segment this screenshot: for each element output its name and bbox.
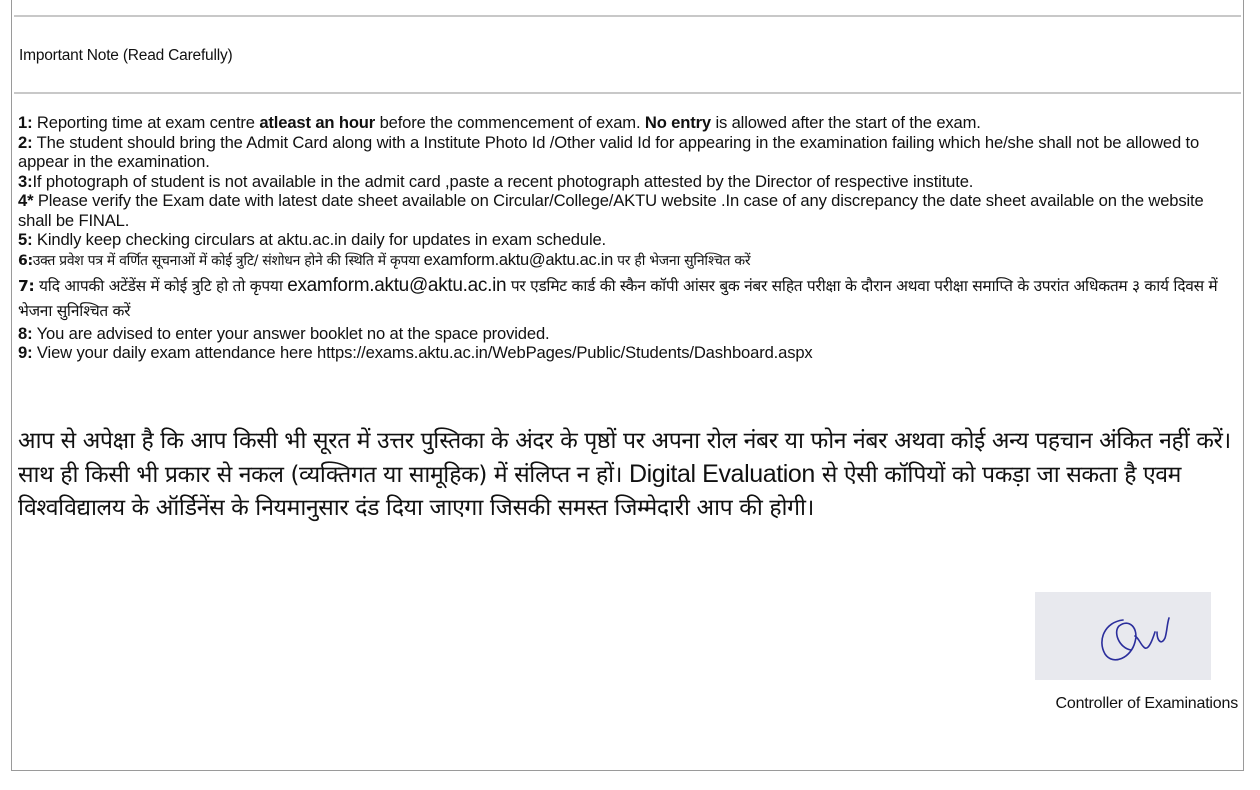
heading-divider xyxy=(14,92,1241,94)
note-2: 2: The student should bring the Admit Card along with a Institute Photo Id /Other valid Id for appearing in the examination failing which he/she shall not be allowed to appear in the examination. xyxy=(18,132,1200,171)
note-9: 9: View your daily exam attendance here https://exams.aktu.ac.in/WebPages/Public/Students/Dashboard.aspx xyxy=(18,343,813,362)
note-number: 8: xyxy=(18,323,33,343)
email-address: examform.aktu@aktu.ac.in xyxy=(287,274,507,296)
notes-list xyxy=(18,113,1240,363)
note-number: 4* xyxy=(18,191,34,210)
note-5: 5: Kindly keep checking circulars at aktu.ac.in daily for updates in exam schedule. xyxy=(18,230,607,249)
note-number: 3: xyxy=(18,171,33,191)
note-number: 6: xyxy=(18,252,33,269)
note-8: 8: You are advised to enter your answer booklet no at the space provided. xyxy=(18,323,550,343)
important-note-heading: Important Note (Read Carefully) xyxy=(19,47,233,64)
note-number: 1: xyxy=(18,113,33,132)
signature-icon xyxy=(1035,592,1211,680)
note-number: 5: xyxy=(18,230,33,249)
email-address: examform.aktu@aktu.ac.in xyxy=(423,250,613,269)
note-number: 2: xyxy=(18,132,33,152)
emphasis-text: No entry xyxy=(644,113,711,132)
note-4: 4* Please verify the Exam date with latest date sheet available on Circular/College/AKTU website .In case of any discrepancy the date sheet available on the website shall be FINAL. xyxy=(18,191,1204,230)
note-3: 3:If photograph of student is not available in the admit card ,paste a recent photograph attested by the Director of respective institute. xyxy=(18,171,974,191)
note-7: 7: यदि आपकी अटेंडेंस में कोई त्रुटि हो तो कृपया examform.aktu@aktu.ac.in पर एडमिट कार्ड की स्कैन कॉपी आंसर बुक नंबर सहित परीक्षा के दौरान अथवा परीक्षा समाप्ति के उपरांत अधिकतम ३ कार्य दिवस में भेजना सुनिश्चित करें xyxy=(18,274,1218,320)
digital-evaluation-text: Digital Evaluation xyxy=(628,460,815,488)
note-number: 9: xyxy=(18,343,33,362)
top-divider xyxy=(14,15,1241,17)
controller-of-examinations: Controller of Examinations xyxy=(1055,695,1238,712)
hindi-notice: आप से अपेक्षा है कि आप किसी भी सूरत में उत्तर पुस्तिका के अंदर के पृष्ठों पर अपना रोल नंबर या फोन नंबर अथवा कोई अन्य पहचान अंकित नहीं करें। साथ ही किसी भी प्रकार से नकल (व्यक्तिगत या सामूहिक) में संलिप्त न हों। Digital Evaluation से ऐसी कॉपियों को पकड़ा जा सकता है एवम विश्वविद्यालय के ऑर्डिनेंस के नियमानुसार दंड दिया जाएगा जिसकी समस्त जिम्मेदारी आप की होगी। xyxy=(18,428,1231,521)
note-6: 6:उक्त प्रवेश पत्र में वर्णित सूचनाओं में कोई त्रुटि/ संशोधन होने की स्थिति में कृपया examform.aktu@aktu.ac.in पर ही भेजना सुनिश्चित करें xyxy=(18,250,751,269)
note-1: 1: Reporting time at exam centre atleast an hour before the commencement of exam. No entry is allowed after the start of the exam. xyxy=(18,113,981,132)
note-number: 7: xyxy=(18,276,35,295)
signature-scribble xyxy=(1035,592,1211,680)
emphasis-text: atleast an hour xyxy=(259,113,376,132)
